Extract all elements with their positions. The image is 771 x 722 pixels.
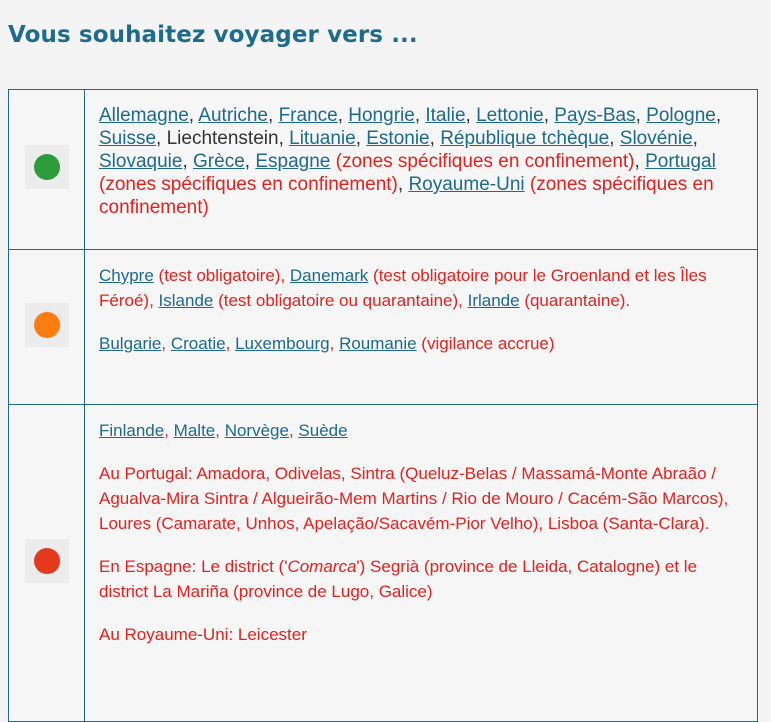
link-grece[interactable]: Grèce (193, 151, 245, 172)
link-suisse[interactable]: Suisse (99, 128, 157, 149)
red-status-dot-icon (34, 548, 60, 574)
link-lettonie[interactable]: Lettonie (476, 105, 544, 126)
table-row-orange (9, 250, 758, 405)
link-pologne[interactable]: Pologne (646, 105, 716, 126)
link-danemark[interactable]: Danemark (289, 266, 369, 285)
orange-countries-cell: Chypre (test obligatoire), Danemark (test obligatoire pour le Groenland et les Îles Féroé), Islande (test obligatoire ou quarantaine), Irlande (quarantaine). Bulgarie, Croatie, Luxembourg, Roumanie (vigilance accrue) (85, 250, 758, 405)
table-row-green (9, 90, 758, 250)
note-islande: (test obligatoire ou quarantaine) (218, 291, 459, 310)
comarca-term: Comarca (287, 557, 357, 576)
link-norvege[interactable]: Norvège (224, 421, 289, 440)
note-danemark: (test obligatoire pour le Groenland et les Îles Féroé) (99, 266, 707, 310)
link-hongrie[interactable]: Hongrie (348, 105, 415, 126)
link-slovenie[interactable]: Slovénie (619, 128, 693, 149)
link-allemagne[interactable]: Allemagne (99, 105, 189, 126)
text-liechtenstein: Liechtenstein (166, 128, 279, 149)
red-countries-cell: Finlande, Malte, Norvège, Suède Au Portugal: Amadora, Odivelas, Sintra (Queluz-Belas / Massamá-Monte Abraão / Agualva-Mira Sintra / Algueirão-Mem Martins / Rio de Mouro / Cacém-São Marcos), Loures (Camarate, Unhos, Apelação/Sacavém-Pior Velho), Lisboa (Santa-Clara). En Espagne: Le district ('Comarca') Segrià (province de Lleida, Catalogne) et le district La Mariña (province de Lugo, Galice) Au Royaume-Uni: Leicester (85, 405, 758, 722)
green-status-dot-icon (34, 154, 60, 180)
link-irlande[interactable]: Irlande (467, 291, 520, 310)
link-royaume-uni[interactable]: Royaume-Uni (408, 174, 525, 195)
note-chypre: (test obligatoire) (158, 266, 281, 285)
orange-status-dot-icon (34, 312, 60, 338)
link-finlande[interactable]: Finlande (99, 421, 165, 440)
note-irlande: (quarantaine). (524, 291, 631, 310)
note-vigilance: (vigilance accrue) (421, 334, 555, 353)
page-title: Vous souhaitez voyager vers ... (8, 22, 418, 48)
link-autriche[interactable]: Autriche (198, 105, 268, 126)
link-slovaquie[interactable]: Slovaquie (99, 151, 183, 172)
link-italie[interactable]: Italie (425, 105, 466, 126)
link-islande[interactable]: Islande (158, 291, 214, 310)
link-chypre[interactable]: Chypre (99, 266, 154, 285)
link-luxembourg[interactable]: Luxembourg (235, 334, 330, 353)
link-pays-bas[interactable]: Pays-Bas (554, 105, 636, 126)
link-france[interactable]: France (278, 105, 338, 126)
link-suede[interactable]: Suède (298, 421, 348, 440)
link-espagne[interactable]: Espagne (255, 151, 331, 172)
link-republique-tcheque[interactable]: République tchèque (440, 128, 610, 149)
table-row-red (9, 405, 758, 722)
link-lituanie[interactable]: Lituanie (289, 128, 356, 149)
link-croatie[interactable]: Croatie (170, 334, 226, 353)
note-espagne: (zones spécifiques en confinement) (335, 151, 635, 172)
note-portugal: (zones spécifiques en confinement) (99, 174, 398, 195)
link-malte[interactable]: Malte (173, 421, 216, 440)
espagne-zones-text: En Espagne: Le district ('Comarca') Segrià (province de Lleida, Catalogne) et le district La Mariña (province de Lugo, Galice) (99, 557, 698, 601)
note-royaume-uni: (zones spécifiques en confinement) (99, 174, 714, 218)
green-countries-cell: Allemagne, Autriche, France, Hongrie, Italie, Lettonie, Pays-Bas, Pologne, Suisse, Liechtenstein, Lituanie, Estonie, République tchèque, Slovénie, Slovaquie, Grèce, Espagne (zones spécifiques en confinement), Portugal (zones spécifiques en confinement), Royaume-Uni (zones spécifiques en confinement) (85, 90, 758, 250)
link-bulgarie[interactable]: Bulgarie (99, 334, 162, 353)
link-portugal[interactable]: Portugal (645, 151, 716, 172)
portugal-zones-text: Au Portugal: Amadora, Odivelas, Sintra (Queluz-Belas / Massamá-Monte Abraão / Agualva-Mira Sintra / Algueirão-Mem Martins / Rio de Mouro / Cacém-São Marcos), Loures (Camarate, Unhos, Apelação/Sacavém-Pior Velho), Lisboa (Santa-Clara). (99, 464, 729, 533)
link-estonie[interactable]: Estonie (366, 128, 430, 149)
link-roumanie[interactable]: Roumanie (339, 334, 417, 353)
travel-status-table (8, 89, 758, 722)
royaume-uni-zones-text: Au Royaume-Uni: Leicester (99, 625, 307, 644)
